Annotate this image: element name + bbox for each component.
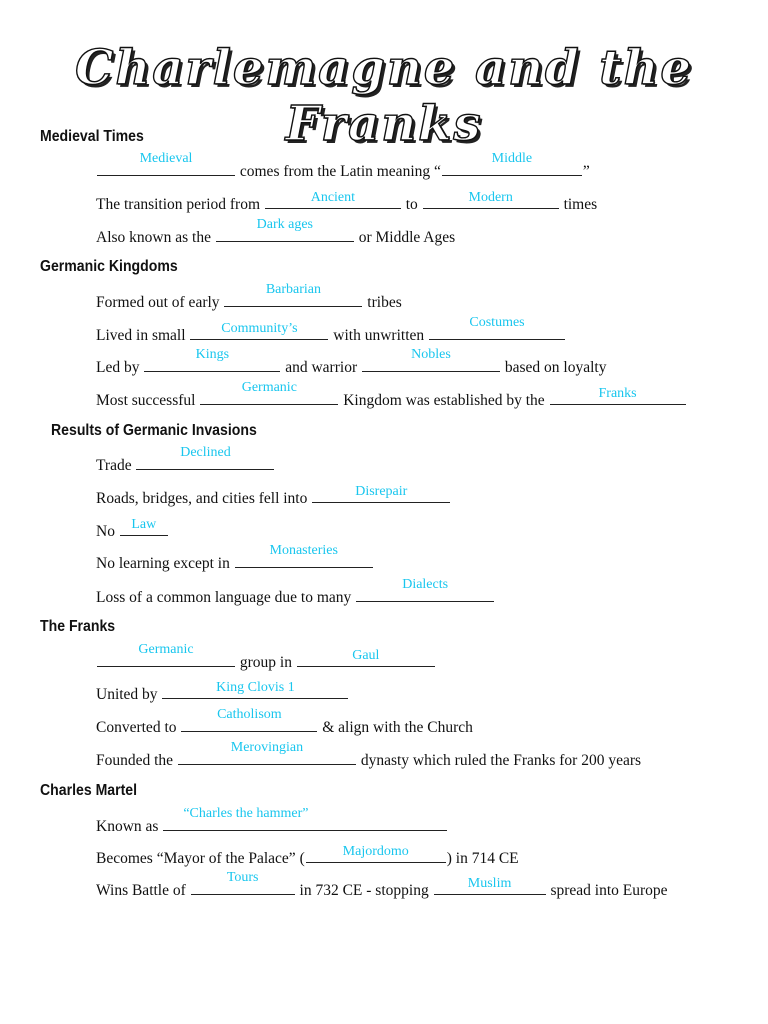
answer-text: Community’s [221,321,298,336]
line-text: with unwritten [333,327,425,344]
answer-text: King Clovis 1 [216,680,295,695]
line-formed-out-of [96,282,402,312]
answer-text: Catholisom [217,707,282,722]
line-text: United by [96,686,158,703]
line-text: Founded the [96,752,174,769]
blank-field[interactable] [306,844,446,863]
line-battle-of-tours [96,870,668,900]
line-text: tribes [367,294,402,311]
line-converted-to [96,707,473,737]
page-title: Charlemagne and the Franks [75,40,693,152]
line-text: Loss of a common language due to many [96,589,352,606]
answer-text: Ancient [310,190,356,205]
line-text: Roads, bridges, and cities fell into [96,490,308,507]
blank-field[interactable] [265,190,401,209]
line-text: ” [582,163,590,180]
line-also-known-as [96,217,456,247]
blank-field[interactable] [224,282,362,307]
line-known-as [96,806,448,836]
blank-field[interactable] [162,680,348,699]
line-text: Lived in small [96,327,186,344]
section-heading-results-of-invasions: Results of Germanic Invasions [51,422,257,439]
answer-text: Tours [226,870,259,885]
line-text: to [405,196,418,213]
blank-field[interactable] [442,151,582,176]
blank-field[interactable] [312,484,450,503]
answer-text: Dark ages [256,217,314,232]
line-group-in [96,642,436,672]
answer-text: Modern [468,190,513,205]
blank-field[interactable] [423,190,559,209]
answer-text: Medieval [139,151,193,166]
line-led-by [96,347,607,377]
answer-text: Merovingian [230,740,304,755]
answer-text: Monasteries [269,543,338,558]
answer-text: Costumes [469,315,525,330]
blank-field[interactable] [136,445,274,470]
section-heading-the-franks: The Franks [40,618,116,635]
line-no-learning [96,543,374,573]
line-transition-period [96,190,598,214]
answer-text: Law [131,517,157,532]
blank-field[interactable] [434,876,546,895]
line-text: Kingdom was established by the [343,392,545,409]
line-text: comes from the Latin meaning “ [239,163,441,180]
blank-field[interactable] [97,642,235,667]
line-text: Led by [96,359,140,376]
blank-field[interactable] [200,380,338,405]
line-text: Most successful [96,392,196,409]
answer-text: Barbarian [265,282,322,297]
line-text: ) in 714 CE [446,850,519,867]
blank-field[interactable] [120,517,168,536]
answer-text: Majordomo [342,844,409,859]
answer-text: Middle [491,151,533,166]
answer-text: Dialects [402,577,449,592]
section-heading-medieval-times: Medieval Times [40,128,144,145]
blank-field[interactable] [356,577,494,602]
line-medieval-origin [96,151,590,181]
blank-field[interactable] [362,347,500,372]
line-text: Becomes “Mayor of the Palace” ( [96,850,305,867]
line-text: No learning except in [96,555,230,572]
line-roads-bridges [96,484,451,508]
line-text: based on loyalty [504,359,607,376]
line-text: or Middle Ages [358,229,456,246]
blank-field[interactable] [190,321,328,340]
line-most-successful [96,380,687,410]
answer-text: Kings [195,347,230,362]
line-text: dynasty which ruled the Franks for 200 years [360,752,642,769]
section-heading-germanic-kingdoms: Germanic Kingdoms [40,258,178,275]
line-united-by [96,680,349,704]
line-text: Trade [96,457,132,474]
line-text: in 732 CE - stopping [299,882,429,899]
line-text: and warrior [285,359,358,376]
line-text: The transition period from [96,196,260,213]
line-text: group in [239,654,292,671]
blank-field[interactable] [181,707,317,732]
line-text: Formed out of early [96,294,220,311]
answer-text: “Charles the hammer” [183,806,309,821]
line-text: times [563,196,598,213]
answer-text: Disrepair [355,484,408,499]
line-founded-the [96,740,642,770]
line-text: & align with the Church [322,719,473,736]
line-mayor-of-palace [96,844,519,868]
line-text: Converted to [96,719,177,736]
answer-text: Franks [598,386,637,401]
blank-field[interactable] [429,315,565,340]
line-no-law [96,517,169,541]
line-text: No [96,523,115,540]
blank-field[interactable] [216,217,354,242]
blank-field[interactable] [550,386,686,405]
line-text: Wins Battle of [96,882,186,899]
blank-field[interactable] [97,151,235,176]
line-lived-in-small [96,315,566,345]
blank-field[interactable] [191,870,295,895]
answer-text: Declined [180,445,231,460]
line-text: Known as [96,818,159,835]
answer-text: Germanic [138,642,194,657]
section-heading-charles-martel: Charles Martel [40,782,138,799]
answer-text: Nobles [411,347,451,362]
blank-field[interactable] [235,543,373,568]
blank-field[interactable] [178,740,356,765]
answer-text: Gaul [352,648,380,663]
answer-text: Muslim [467,876,512,891]
line-text: spread into Europe [550,882,668,899]
line-trade [96,445,275,475]
answer-text: Germanic [241,380,297,395]
blank-field[interactable] [163,806,447,831]
blank-field[interactable] [297,648,435,667]
line-loss-of-language [96,577,495,607]
blank-field[interactable] [144,347,280,372]
line-text: Also known as the [96,229,211,246]
